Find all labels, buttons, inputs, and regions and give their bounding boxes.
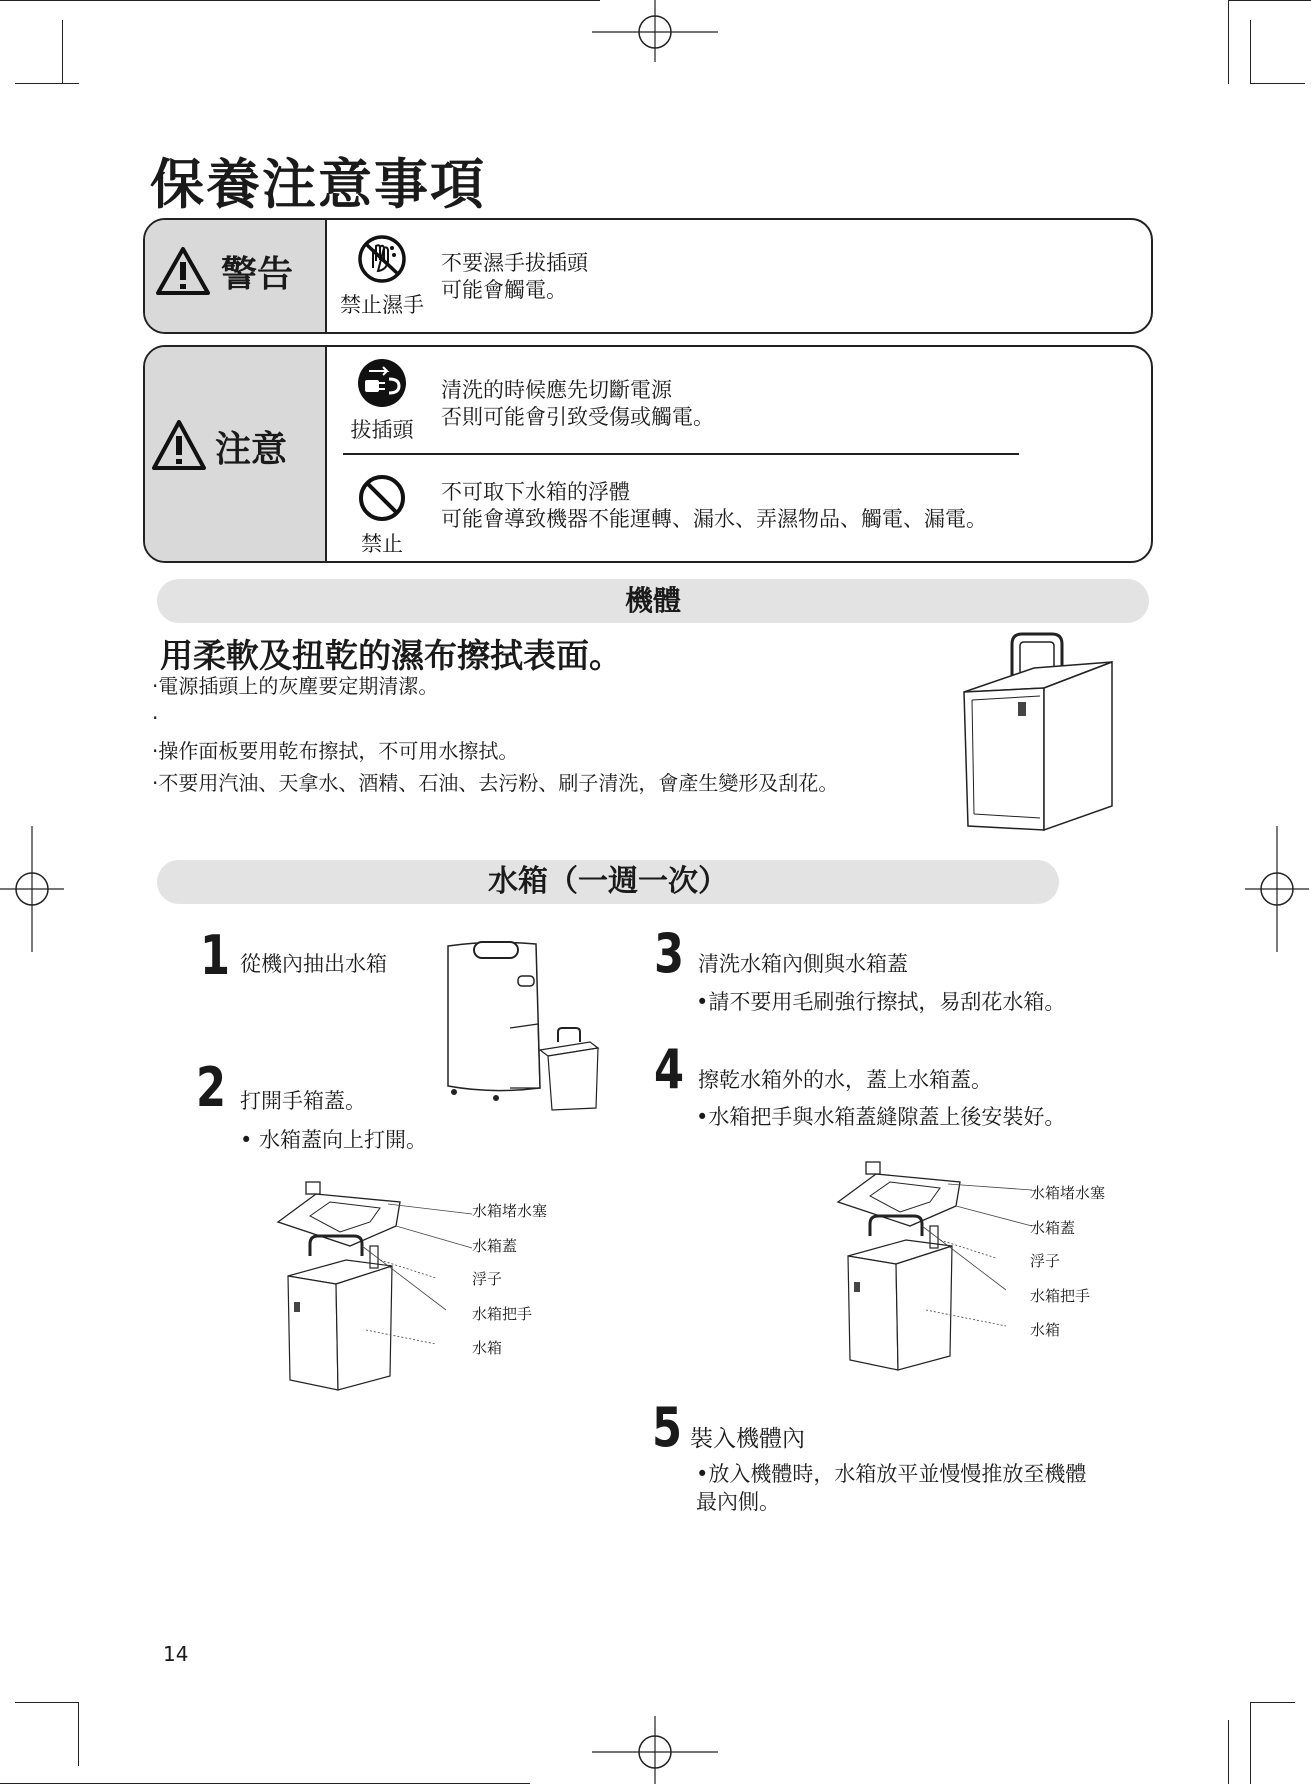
crop-mark xyxy=(62,20,63,84)
unplug-icon xyxy=(355,357,409,409)
crop-line xyxy=(0,0,600,1)
page-title: 保養注意事項 xyxy=(150,153,486,216)
warning-icon-caption: 禁止濕手 xyxy=(340,293,424,317)
warning-side xyxy=(145,220,327,332)
caution-triangle-icon xyxy=(151,419,207,471)
warning-label: 警告 xyxy=(221,254,294,295)
step-5-text: 裝入機體內 xyxy=(690,1426,805,1452)
crop-mark xyxy=(1228,0,1229,84)
body-bullet-1: ·電源插頭上的灰塵要定期清潔。 xyxy=(152,674,439,698)
caution-text-1: 清洗的時候應先切斷電源 否則可能會引致受傷或觸電。 xyxy=(441,378,714,429)
step-4-text: 擦乾水箱外的水，蓋上水箱蓋。 xyxy=(698,1068,992,1092)
caution-divider xyxy=(343,453,1019,455)
body-heading: 用柔軟及扭乾的濕布擦拭表面。 xyxy=(160,636,622,675)
right-label-plug: 水箱堵水塞 xyxy=(1030,1184,1106,1202)
tank-exploded-illustration-left xyxy=(270,1180,480,1400)
crop-mark xyxy=(1250,1702,1251,1784)
step-2-number: 2 xyxy=(196,1056,227,1119)
caution-text-2: 不可取下水箱的浮體 可能會導致機器不能運轉、漏水、弄濕物品、觸電、漏電。 xyxy=(441,480,987,531)
crop-mark xyxy=(78,1702,79,1766)
right-label-tank: 水箱 xyxy=(1030,1321,1061,1339)
warning-text: 不要濕手拔插頭 可能會觸電。 xyxy=(441,251,588,302)
caution-box xyxy=(143,345,1153,563)
caution-side xyxy=(145,347,327,561)
unplug-icon-caption: 拔插頭 xyxy=(350,418,414,442)
body-bullet-4: ·不要用汽油、天拿水、酒精、石油、去污粉、刷子清洗，會產生變形及刮花。 xyxy=(152,771,839,795)
unplug-icon-cell xyxy=(327,357,437,444)
left-label-tank: 水箱 xyxy=(472,1339,503,1357)
crop-mark xyxy=(1228,0,1311,1)
body-bullet-2: · xyxy=(152,706,159,730)
registration-mark-right xyxy=(1245,826,1311,956)
registration-mark-left xyxy=(0,826,66,956)
dehumidifier-illustration xyxy=(960,630,1120,835)
caution-label: 注意 xyxy=(215,429,288,470)
left-label-plug: 水箱堵水塞 xyxy=(472,1202,548,1220)
tank-pullout-illustration xyxy=(440,938,610,1114)
page-number: 14 xyxy=(163,1642,189,1666)
warning-icon-cell xyxy=(327,234,437,319)
section-band-tank: 水箱（一週一次） xyxy=(157,860,1059,904)
step-3-text: 清洗水箱內側與水箱蓋 xyxy=(698,952,908,976)
body-bullet-3: ·操作面板要用乾布擦拭，不可用水擦拭。 xyxy=(152,739,519,763)
step-4-sub: •水箱把手與水箱蓋縫隙蓋上後安裝好。 xyxy=(696,1105,1066,1129)
warning-triangle-icon xyxy=(155,246,211,296)
step-1-text: 從機內抽出水箱 xyxy=(240,952,387,976)
left-label-handle: 水箱把手 xyxy=(472,1305,533,1323)
left-label-float: 浮子 xyxy=(472,1270,503,1288)
warning-box xyxy=(143,218,1153,334)
crop-mark xyxy=(15,83,79,84)
prohibited-icon xyxy=(356,473,408,523)
step-3-sub: •請不要用毛刷強行擦拭，易刮花水箱。 xyxy=(696,990,1066,1014)
step-4-number: 4 xyxy=(654,1038,685,1101)
step-3-number: 3 xyxy=(654,922,685,985)
no-wet-hands-icon xyxy=(356,234,408,284)
crop-mark xyxy=(1250,83,1305,84)
left-label-lid: 水箱蓋 xyxy=(472,1237,518,1255)
step-2-text: 打開手箱蓋。 xyxy=(240,1089,366,1113)
prohibited-icon-cell xyxy=(327,473,437,558)
prohibited-icon-caption: 禁止 xyxy=(361,532,403,556)
step-5-number: 5 xyxy=(652,1396,683,1459)
right-label-float: 浮子 xyxy=(1030,1252,1061,1270)
step-5-sub: •放入機體時，水箱放平並慢慢推放至機體 最內側。 xyxy=(696,1462,1087,1514)
crop-mark xyxy=(15,1702,79,1703)
right-label-handle: 水箱把手 xyxy=(1030,1287,1091,1305)
step-1-number: 1 xyxy=(200,924,231,987)
tank-exploded-illustration-right xyxy=(830,1160,1040,1380)
section-band-body: 機體 xyxy=(157,579,1149,623)
registration-mark-top xyxy=(592,0,722,64)
crop-mark xyxy=(1250,1702,1295,1703)
step-2-sub: • 水箱蓋向上打開。 xyxy=(240,1128,428,1152)
right-label-lid: 水箱蓋 xyxy=(1030,1219,1076,1237)
crop-mark xyxy=(1228,1720,1229,1784)
crop-mark xyxy=(1250,20,1251,84)
registration-mark-bottom xyxy=(592,1716,722,1784)
